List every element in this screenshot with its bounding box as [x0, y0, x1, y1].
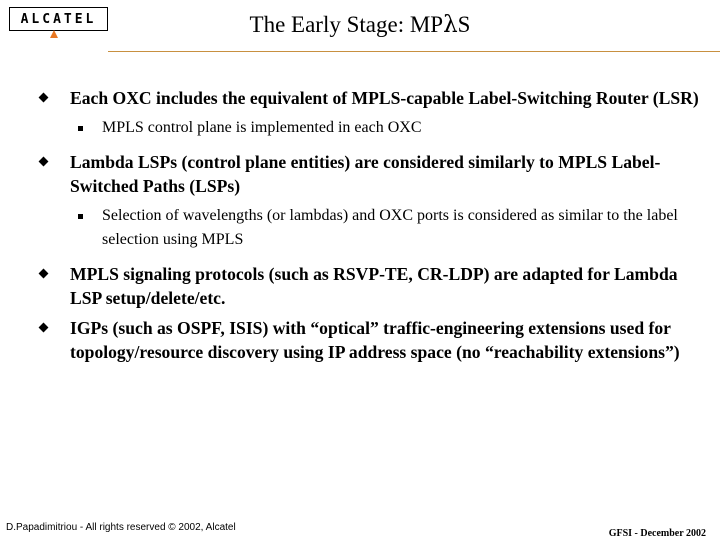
sub-bullet-1 [40, 116, 710, 140]
diamond-bullet-icon [39, 157, 49, 167]
bullet-list [40, 86, 710, 370]
title-prefix: The Early Stage: MP [249, 12, 444, 37]
sub-bullet-2 [40, 204, 710, 252]
bullet-1 [40, 86, 710, 110]
bullet-3-text: MPLS signaling protocols (such as RSVP-TE, CR-LDP) are adapted for Lambda LSP setup/delete/etc. [70, 264, 678, 308]
diamond-bullet-icon [39, 269, 49, 279]
bullet-1-text: Each OXC includes the equivalent of MPLS-capable Label-Switching Router (LSR) [70, 88, 699, 108]
bullet-4-text: IGPs (such as OSPF, ISIS) with “optical” traffic-engineering extensions used for topology/resource discovery using IP address space (no “reachability extensions”) [70, 318, 680, 362]
bullet-2-text: Lambda LSPs (control plane entities) are considered similarly to MPLS Label-Switched Paths (LSPs) [70, 152, 661, 196]
diamond-bullet-icon [39, 323, 49, 333]
slide-title [0, 12, 720, 38]
bullet-3 [40, 262, 710, 310]
title-suffix: S [457, 12, 471, 37]
sub-bullet-2-text: Selection of wavelengths (or lambdas) and OXC ports is considered as similar to the label selection using MPLS [102, 207, 678, 248]
title-rule [108, 51, 720, 52]
sub-bullet-1-text: MPLS control plane is implemented in each OXC [102, 119, 422, 136]
diamond-bullet-icon [39, 93, 49, 103]
footer-event: GFSI - December 2002 [608, 528, 706, 539]
title-lambda: λ [443, 12, 458, 38]
bullet-2 [40, 150, 710, 198]
logo-text: ALCATEL [20, 11, 97, 27]
bullet-4 [40, 316, 710, 364]
square-bullet-icon [78, 214, 83, 219]
footer-copyright: D.Papadimitriou - All rights reserved © 2002, Alcatel [6, 522, 236, 533]
square-bullet-icon [78, 126, 83, 131]
